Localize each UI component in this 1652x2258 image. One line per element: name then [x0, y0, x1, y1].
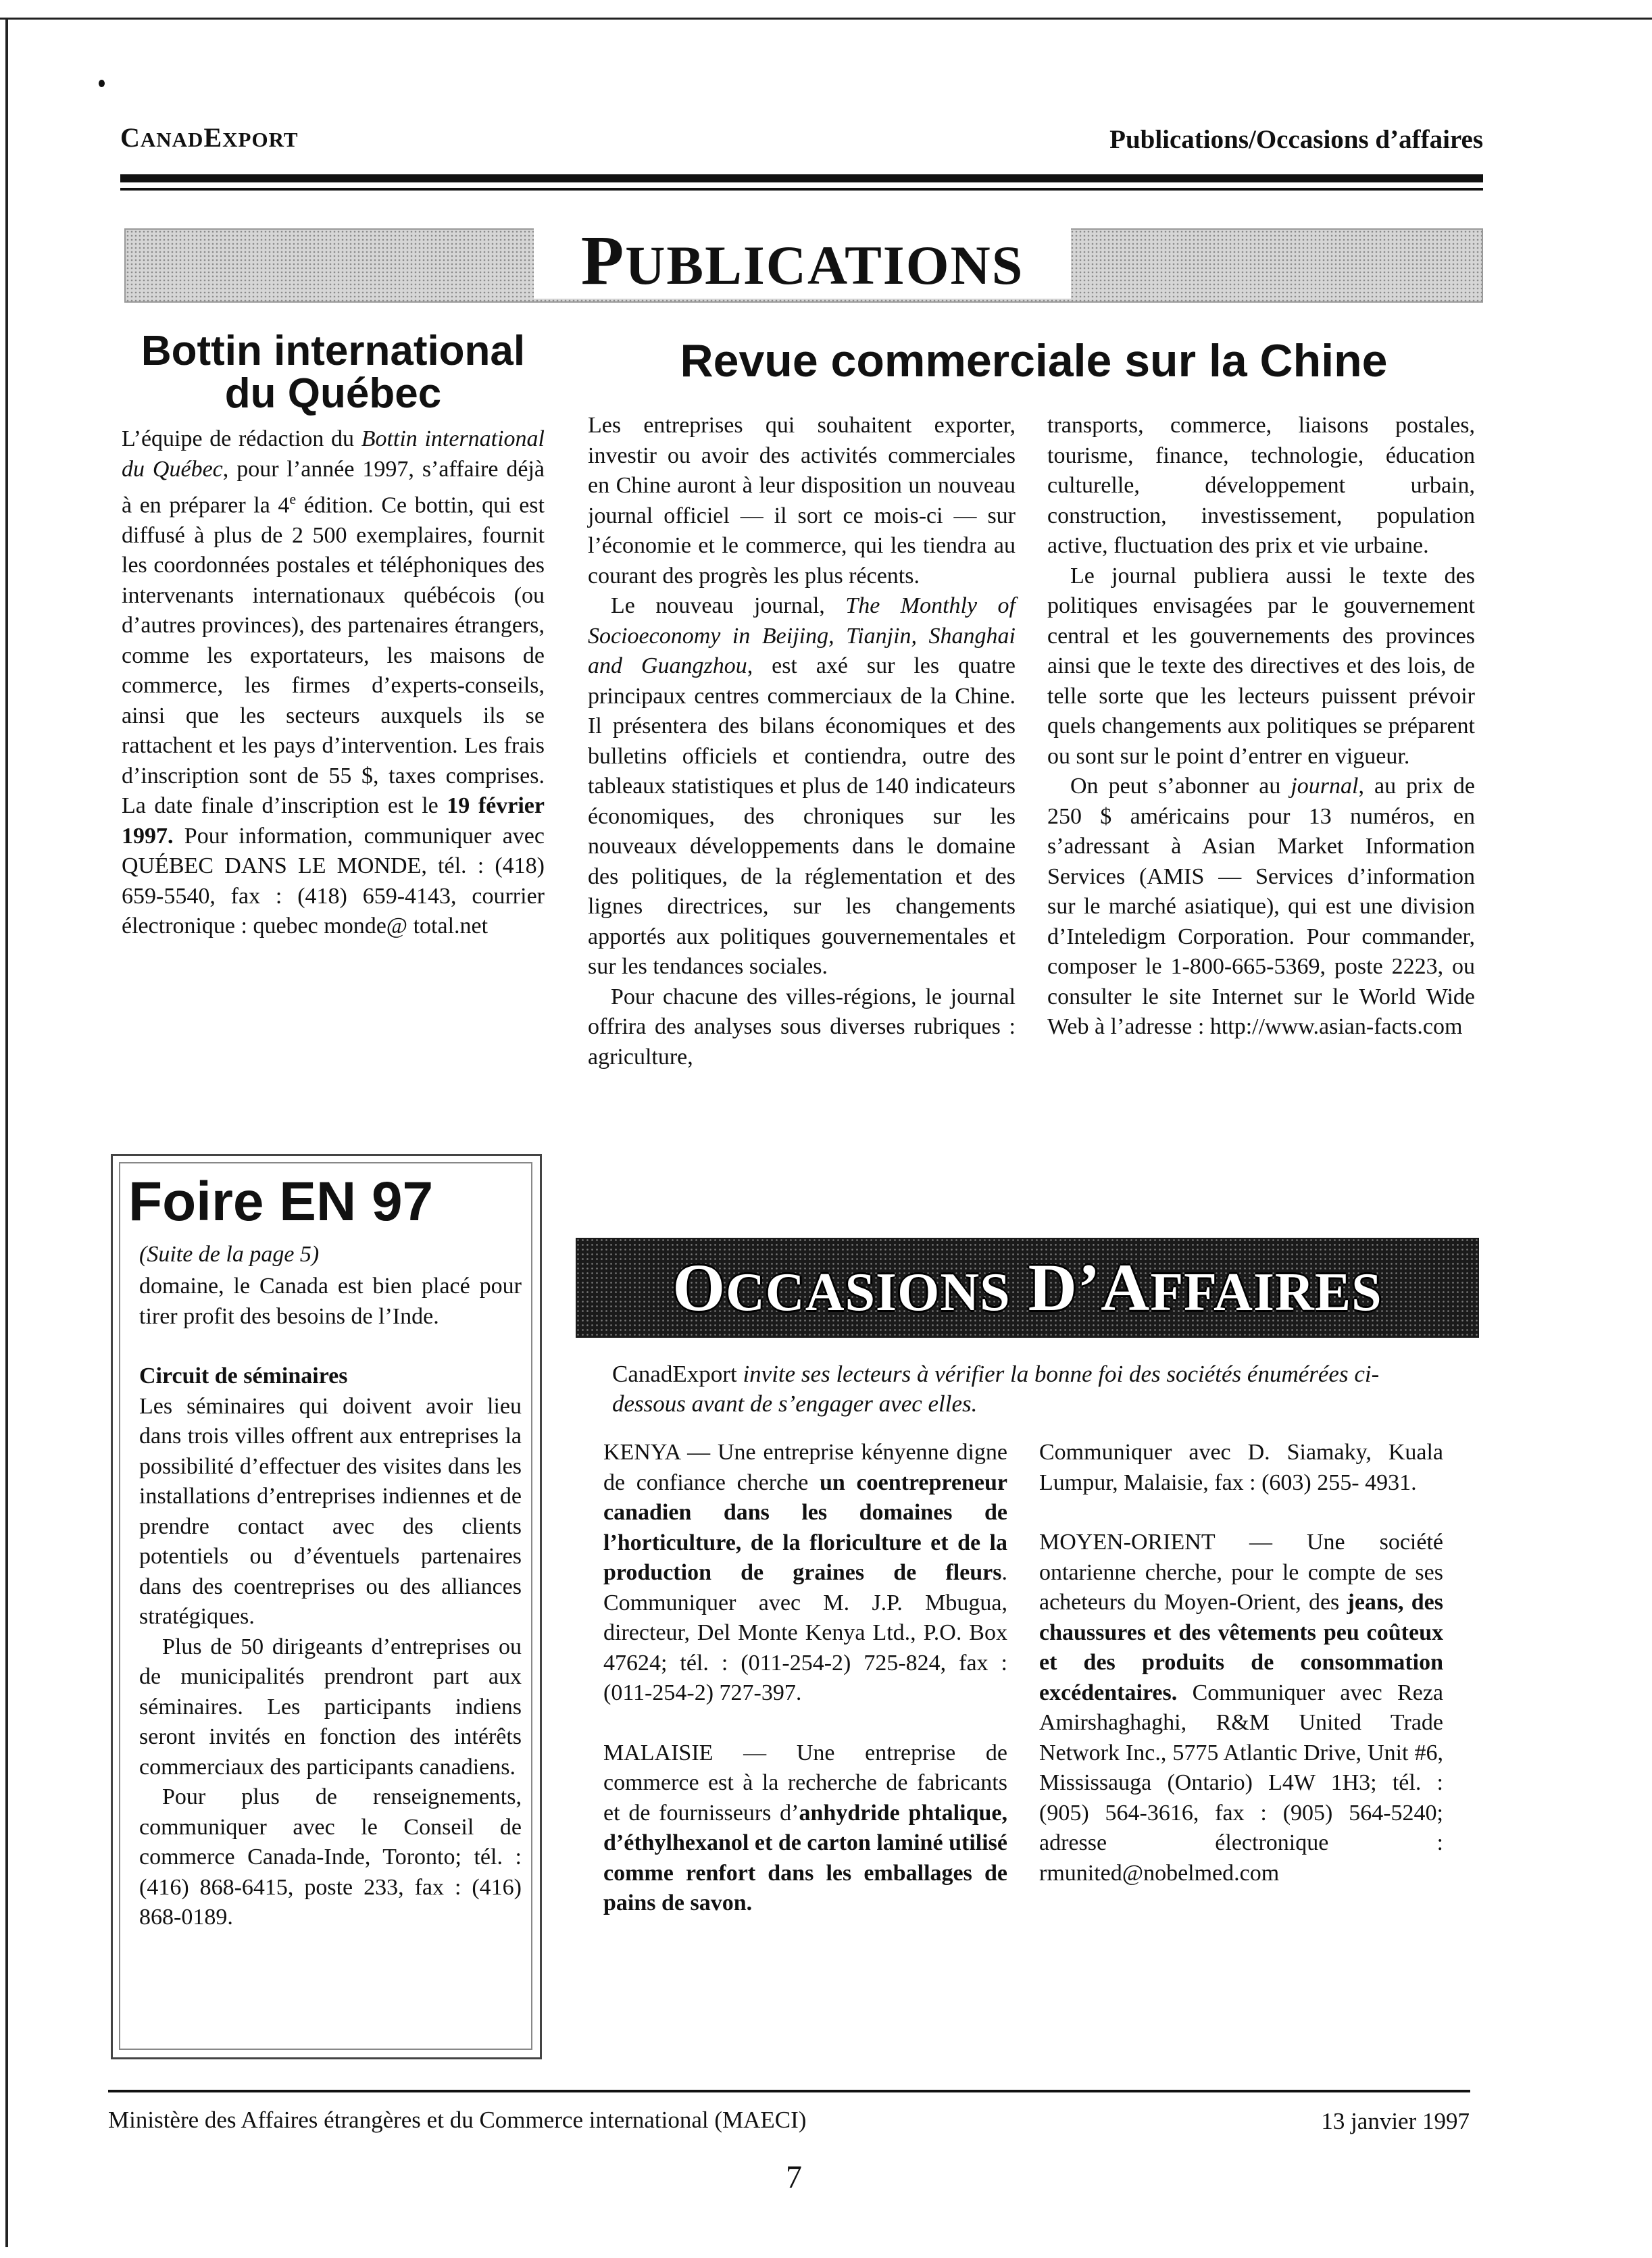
scan-speck	[99, 80, 105, 87]
listing-moyen-orient: MOYEN-ORIENT — Une société ontarienne cherche, pour le compte de ses acheteurs du Moyen-Orient, des jeans, des chaussures et des vêtements peu coûteux et des produits de consommation excédentaires. Communiquer avec Reza Amirshaghaghi, R&M United Trade Network Inc., 5775 Atlantic Drive, Unit #6, Mississauga (Ontario) L4W 1H3; tél. : (905) 564-3616, fax : (905) 564-5240; adresse électronique : rmunited@nobelmed.com	[1039, 1530, 1443, 1886]
foire-subhead: Circuit de séminaires	[139, 1363, 348, 1388]
revue-paragraph: Pour chacune des villes-régions, le journal offrira des analyses sous diverses rubriques : agriculture,	[588, 984, 1016, 1070]
revue-paragraph: Le journal publiera aussi le texte des politiques envisagées par le gouvernement central et les gouvernements des provinces ainsi que le texte des directives et des lois, de telle sorte que les lecteurs puissent prévoir quels changements aux politiques se préparent ou sont sur le point d’entrer en vigueur.	[1047, 563, 1475, 769]
revue-headline: Revue commerciale sur la Chine	[680, 335, 1388, 386]
occasions-column-1	[603, 1438, 1007, 1919]
foire-article	[139, 1272, 522, 1933]
occasions-banner-title: OCCASIONS D’AFFAIRES	[672, 1250, 1382, 1325]
revue-paragraph: Le nouveau journal, The Monthly of Socioeconomy in Beijing, Tianjin, Shanghai and Guangzhou, est axé sur les quatre principaux centres commerciaux de la Chine. Il présentera des bilans économiques et des bulletins officiels et contiendra, outre des tableaux statistiques et plus de 140 indicateurs économiques, des chroniques sur les nouveaux développements dans le domaine des politiques, de la réglementation et des lignes directrices, sur les changements apportés aux politiques gouvernementales et sur les tendances sociales.	[588, 593, 1016, 979]
listing-country: KENYA	[603, 1440, 680, 1465]
listing-malaisie-contact: Communiquer avec D. Siamaky, Kuala Lumpur, Malaisie, fax : (603) 255- 4931.	[1039, 1440, 1443, 1495]
listing-malaisie: MALAISIE — Une entreprise de commerce est à la recherche de fabricants et de fournisseurs d’anhydride phtalique, d’éthylhexanol et de carton laminé utilisé comme renfort dans les emballages de pains de savon.	[603, 1740, 1007, 1915]
bottin-paragraph: L’équipe de rédaction du Bottin international du Québec, pour l’année 1997, s’affaire déjà à en préparer la 4e édition. Ce bottin, qui est diffusé à plus de 2 500 exemplaires, fournit les coordonnées postales et téléphoniques des intervenants internationaux québécois (ou d’autres provinces), des partenaires étrangers, comme les exportateurs, les maisons de commerce, les firmes d’experts-conseils, ainsi que les secteurs auxquels ils se rattachent et les pays d’intervention. Les frais d’inscription sont de 55 $, taxes comprises. La date finale d’inscription est le 19 février 1997. Pour information, communiquer avec QUÉBEC DANS LE MONDE, tél. : (418) 659-5540, fax : (418) 659-4143, courrier électronique : quebec monde@ total.net	[122, 426, 545, 939]
foire-paragraph: Pour plus de renseignements, communiquer avec le Conseil de commerce Canada-Inde, Toronto; tél. : (416) 868-6415, poste 233, fax : (416) 868-0189.	[139, 1784, 522, 1930]
revue-column-1	[588, 411, 1016, 1072]
bottin-article	[122, 424, 545, 942]
revue-paragraph: Les entreprises qui souhaitent exporter, investir ou avoir des activités commerciales en Chine auront à leur disposition un nouveau journal officiel — il sort ce mois-ci — sur l’économie et le commerce, qui les tiendra au courant des progrès les plus récents.	[588, 413, 1016, 588]
listing-kenya: KENYA — Une entreprise kényenne digne de confiance cherche un coentrepreneur canadien dans les domaines de l’horticulture, de la floriculture et de la production de graines de fleurs. Communiquer avec M. J.P. Mbugua, directeur, Del Monte Kenya Ltd., P.O. Box 47624; tél. : (011-254-2) 725-824, fax : (011-254-2) 727-397.	[603, 1440, 1007, 1705]
header-rule-thick	[120, 174, 1483, 182]
page-number: 7	[786, 2159, 802, 2195]
listing-country: MALAISIE	[603, 1740, 714, 1765]
foire-paragraph: domaine, le Canada est bien placé pour tirer profit des besoins de l’Inde.	[139, 1274, 522, 1329]
bottin-headline: Bottin international du Québec	[141, 328, 526, 418]
footer-ministry: Ministère des Affaires étrangères et du Commerce international (MAECI)	[108, 2107, 807, 2133]
scan-left-edge	[5, 18, 8, 2247]
revue-paragraph: On peut s’abonner au journal, au prix de 250 $ américains pour 13 numéros, en s’adressant à Asian Market Information Services (AMIS — Services d’information sur le marché asiatique), qui est une division d’Inteledigm Corporation. Pour commander, composer le 1-800-665-5369, poste 2223, ou consulter le site Internet sur le World Wide Web à l’adresse : http://www.asian-facts.com	[1047, 774, 1475, 1039]
revue-paragraph: transports, commerce, liaisons postales, tourisme, finance, technologie, éducation culturelle, développement urbain, construction, investissement, population active, fluctuation des prix et vie urbaine.	[1047, 413, 1475, 558]
foire-paragraph: Les séminaires qui doivent avoir lieu dans trois villes offrent aux entreprises la possibilité d’effectuer des visites dans les installations d’entreprises indiennes et de prendre contact avec des clients potentiels ou d’éventuels partenaires dans des coentreprises ou des alliances stratégiques.	[139, 1393, 522, 1629]
footer-rule	[108, 2090, 1470, 2092]
occasions-intro: CanadExport invite ses lecteurs à vérifier la bonne foi des sociétés énumérées ci-dessous avant de s’engager avec elles.	[612, 1361, 1380, 1417]
foire-continuation-note: (Suite de la page 5)	[139, 1242, 320, 1267]
publications-banner-title: PUBLICATIONS	[534, 223, 1071, 299]
header-rule-thin	[120, 188, 1483, 191]
section-header: Publications/Occasions d’affaires	[1109, 125, 1483, 154]
foire-headline: Foire EN 97	[128, 1171, 434, 1232]
scan-top-edge	[0, 0, 1652, 20]
occasions-column-2	[1039, 1438, 1443, 1888]
foire-paragraph: Plus de 50 dirigeants d’entreprises ou de municipalités prendront part aux séminaires. Les participants indiens seront invités en fonction des intérêts commerciaux des participants canadiens.	[139, 1634, 522, 1780]
revue-column-2	[1047, 411, 1475, 1043]
footer-date: 13 janvier 1997	[1321, 2108, 1470, 2134]
listing-country: MOYEN-ORIENT	[1039, 1530, 1216, 1555]
brand-header: CANADEXPORT	[120, 122, 299, 153]
